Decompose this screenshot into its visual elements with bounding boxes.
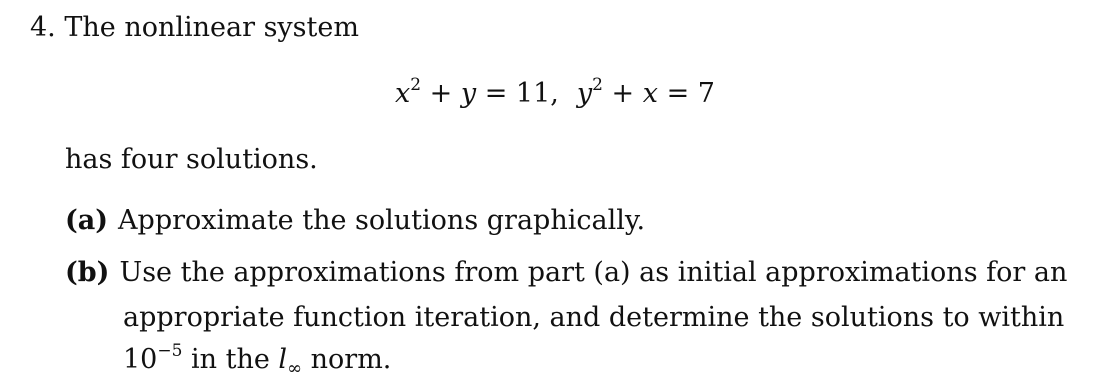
eq2-var-y: y: [576, 78, 593, 109]
eq1-var-x: x: [395, 78, 411, 109]
part-b-line1: Use the approximations from part (a) as initial approximations for an: [119, 257, 1068, 288]
infinity-norm: [278, 344, 303, 379]
part-b: [65, 259, 1067, 286]
problem-number: 4.: [30, 12, 56, 43]
eq1-rhs: = 11,: [476, 78, 559, 109]
eq2-rhs: = 7: [657, 78, 715, 109]
tolerance: [123, 341, 183, 375]
part-a-text: Approximate the solutions graphically.: [118, 205, 646, 236]
eq2-exponent: 2: [592, 75, 603, 95]
part-a-label: (a): [65, 205, 109, 236]
part-b-line3-mid: in the: [182, 344, 279, 375]
part-b-line3-end: norm.: [302, 344, 392, 375]
eq2-var-x: x: [642, 78, 658, 109]
eq1-exponent: 2: [410, 75, 422, 95]
eq1-plus: +: [421, 78, 461, 109]
norm-subscript: ∞: [287, 358, 303, 379]
problem-header: [30, 14, 359, 41]
tolerance-exponent: −5: [157, 341, 183, 361]
solution-count-text: has four solutions.: [65, 144, 318, 175]
tolerance-base: 10: [123, 344, 158, 375]
part-b-line2: appropriate function iteration, and determine the solutions to within: [123, 302, 1065, 333]
part-b-label: (b): [65, 257, 110, 288]
norm-var: l: [278, 344, 288, 375]
part-a: [65, 207, 645, 234]
eq1-var-y: y: [460, 78, 477, 109]
problem-intro: The nonlinear system: [64, 12, 359, 43]
part-b-line3: [123, 341, 392, 379]
system-equations: [395, 75, 715, 109]
eq2-plus: +: [602, 78, 643, 109]
